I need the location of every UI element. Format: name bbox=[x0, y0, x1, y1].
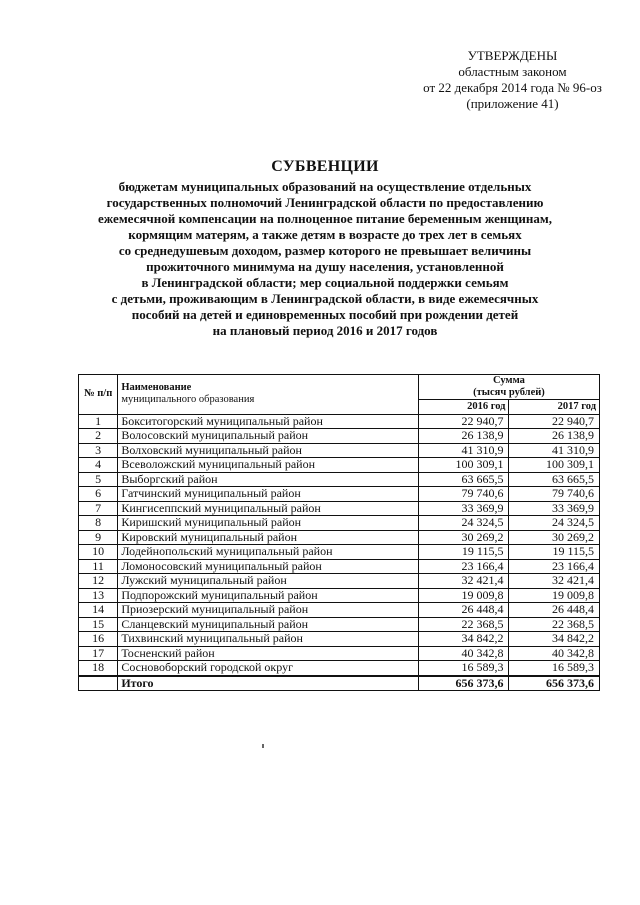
row-2017: 32 421,4 bbox=[509, 574, 600, 589]
title-line: пособий на детей и единовременных пособий при рождении детей bbox=[131, 307, 519, 322]
row-name: Лужский муниципальный район bbox=[118, 574, 419, 589]
row-name: Волховский муниципальный район bbox=[118, 443, 419, 458]
approval-title: УТВЕРЖДЕНЫ bbox=[467, 48, 558, 63]
row-name: Кингисеппский муниципальный район bbox=[118, 501, 419, 516]
row-2016: 30 269,2 bbox=[418, 530, 509, 545]
row-2017: 24 324,5 bbox=[509, 516, 600, 531]
header-name-line2: муниципального образования bbox=[121, 394, 255, 406]
row-2016: 24 324,5 bbox=[418, 516, 509, 531]
row-num: 7 bbox=[79, 501, 118, 516]
approval-law: областным законом bbox=[458, 64, 567, 79]
row-num: 14 bbox=[79, 603, 118, 618]
row-2017: 100 309,1 bbox=[509, 458, 600, 473]
total-2016: 656 373,6 bbox=[418, 676, 509, 691]
header-sum-line2: (тысяч рублей) bbox=[473, 387, 545, 398]
row-2017: 41 310,9 bbox=[509, 443, 600, 458]
row-2016: 40 342,8 bbox=[418, 646, 509, 661]
table-row bbox=[79, 516, 600, 531]
row-2017: 63 665,5 bbox=[509, 472, 600, 487]
scan-speck bbox=[262, 744, 264, 748]
row-num: 13 bbox=[79, 588, 118, 603]
row-2016: 26 448,4 bbox=[418, 603, 509, 618]
table-row bbox=[79, 472, 600, 487]
row-2017: 26 138,9 bbox=[509, 429, 600, 444]
title-line: с детьми, проживающим в Ленинградской области, в виде ежемесячных bbox=[111, 291, 539, 306]
row-2017: 22 368,5 bbox=[509, 617, 600, 632]
row-2016: 19 009,8 bbox=[418, 588, 509, 603]
table-row bbox=[79, 588, 600, 603]
row-name: Приозерский муниципальный район bbox=[118, 603, 419, 618]
title-line: в Ленинградской области; мер социальной поддержки семьям bbox=[141, 275, 509, 290]
table-row bbox=[79, 545, 600, 560]
table-row bbox=[79, 429, 600, 444]
row-name: Гатчинский муниципальный район bbox=[118, 487, 419, 502]
table-row bbox=[79, 458, 600, 473]
row-2016: 100 309,1 bbox=[418, 458, 509, 473]
row-2017: 19 115,5 bbox=[509, 545, 600, 560]
table-row bbox=[79, 646, 600, 661]
row-name: Выборгский район bbox=[118, 472, 419, 487]
row-2016: 79 740,6 bbox=[418, 487, 509, 502]
row-num: 4 bbox=[79, 458, 118, 473]
row-2016: 41 310,9 bbox=[418, 443, 509, 458]
header-year-2016: 2016 год bbox=[418, 400, 509, 415]
header-name-line1: Наименование bbox=[121, 382, 192, 394]
row-2016: 34 842,2 bbox=[418, 632, 509, 647]
title-line: ежемесячной компенсации на полноценное питание беременным женщинам, bbox=[98, 211, 552, 226]
table-row bbox=[79, 501, 600, 516]
row-num: 8 bbox=[79, 516, 118, 531]
table-row bbox=[79, 574, 600, 589]
total-label: Итого bbox=[118, 676, 419, 691]
title-line: на плановый период 2016 и 2017 годов bbox=[212, 323, 438, 338]
row-name: Лодейнопольский муниципальный район bbox=[118, 545, 419, 560]
row-name: Кировский муниципальный район bbox=[118, 530, 419, 545]
title-description bbox=[60, 179, 590, 339]
table-row bbox=[79, 603, 600, 618]
row-num: 16 bbox=[79, 632, 118, 647]
row-name: Волосовский муниципальный район bbox=[118, 429, 419, 444]
row-name: Ломоносовский муниципальный район bbox=[118, 559, 419, 574]
total-num bbox=[79, 676, 118, 691]
title-line: кормящим матерям, а также детям в возрасте до трех лет в семьях bbox=[128, 227, 522, 242]
row-num: 3 bbox=[79, 443, 118, 458]
row-2016: 26 138,9 bbox=[418, 429, 509, 444]
subsidies-table bbox=[78, 374, 600, 691]
row-num: 2 bbox=[79, 429, 118, 444]
table-row bbox=[79, 414, 600, 429]
header-num: № п/п bbox=[79, 375, 118, 415]
table-row bbox=[79, 661, 600, 676]
row-2017: 22 940,7 bbox=[509, 414, 600, 429]
row-2016: 22 368,5 bbox=[418, 617, 509, 632]
title-line: государственных полномочий Ленинградской области по предоставлению bbox=[106, 195, 544, 210]
title-line: со среднедушевым доходом, размер которого не превышает величины bbox=[118, 243, 532, 258]
row-2016: 16 589,3 bbox=[418, 661, 509, 676]
table-row bbox=[79, 530, 600, 545]
row-2016: 23 166,4 bbox=[418, 559, 509, 574]
row-2017: 40 342,8 bbox=[509, 646, 600, 661]
document-title bbox=[60, 156, 590, 339]
row-2016: 33 369,9 bbox=[418, 501, 509, 516]
row-2016: 32 421,4 bbox=[418, 574, 509, 589]
row-name: Подпорожский муниципальный район bbox=[118, 588, 419, 603]
row-2016: 22 940,7 bbox=[418, 414, 509, 429]
title-line: бюджетам муниципальных образований на осуществление отдельных bbox=[118, 179, 532, 194]
row-name: Сланцевский муниципальный район bbox=[118, 617, 419, 632]
row-num: 10 bbox=[79, 545, 118, 560]
table-row bbox=[79, 617, 600, 632]
table-row bbox=[79, 559, 600, 574]
row-2016: 19 115,5 bbox=[418, 545, 509, 560]
approval-stamp bbox=[400, 48, 625, 112]
header-name bbox=[118, 375, 419, 415]
row-2017: 34 842,2 bbox=[509, 632, 600, 647]
table-row bbox=[79, 443, 600, 458]
header-year-2017: 2017 год bbox=[509, 400, 600, 415]
title-heading: СУБВЕНЦИИ bbox=[271, 158, 379, 175]
row-2016: 63 665,5 bbox=[418, 472, 509, 487]
total-2017: 656 373,6 bbox=[509, 676, 600, 691]
row-num: 12 bbox=[79, 574, 118, 589]
row-2017: 30 269,2 bbox=[509, 530, 600, 545]
row-num: 17 bbox=[79, 646, 118, 661]
approval-date: от 22 декабря 2014 года № 96-оз bbox=[423, 80, 602, 95]
table-row bbox=[79, 632, 600, 647]
header-sum bbox=[418, 375, 599, 400]
row-2017: 19 009,8 bbox=[509, 588, 600, 603]
row-num: 5 bbox=[79, 472, 118, 487]
row-num: 18 bbox=[79, 661, 118, 676]
row-2017: 79 740,6 bbox=[509, 487, 600, 502]
approval-appendix: (приложение 41) bbox=[466, 96, 559, 111]
row-2017: 33 369,9 bbox=[509, 501, 600, 516]
title-line: прожиточного минимума на душу населения, установленной bbox=[146, 259, 504, 274]
row-name: Всеволожский муниципальный район bbox=[118, 458, 419, 473]
header-sum-line1: Сумма bbox=[493, 375, 525, 386]
table-row bbox=[79, 487, 600, 502]
row-num: 6 bbox=[79, 487, 118, 502]
row-name: Тихвинский муниципальный район bbox=[118, 632, 419, 647]
row-num: 11 bbox=[79, 559, 118, 574]
total-row bbox=[79, 676, 600, 691]
row-name: Тосненский район bbox=[118, 646, 419, 661]
row-name: Бокситогорский муниципальный район bbox=[118, 414, 419, 429]
row-num: 1 bbox=[79, 414, 118, 429]
row-num: 15 bbox=[79, 617, 118, 632]
row-2017: 23 166,4 bbox=[509, 559, 600, 574]
row-2017: 16 589,3 bbox=[509, 661, 600, 676]
row-name: Сосновоборский городской округ bbox=[118, 661, 419, 676]
row-name: Киришский муниципальный район bbox=[118, 516, 419, 531]
row-num: 9 bbox=[79, 530, 118, 545]
row-2017: 26 448,4 bbox=[509, 603, 600, 618]
